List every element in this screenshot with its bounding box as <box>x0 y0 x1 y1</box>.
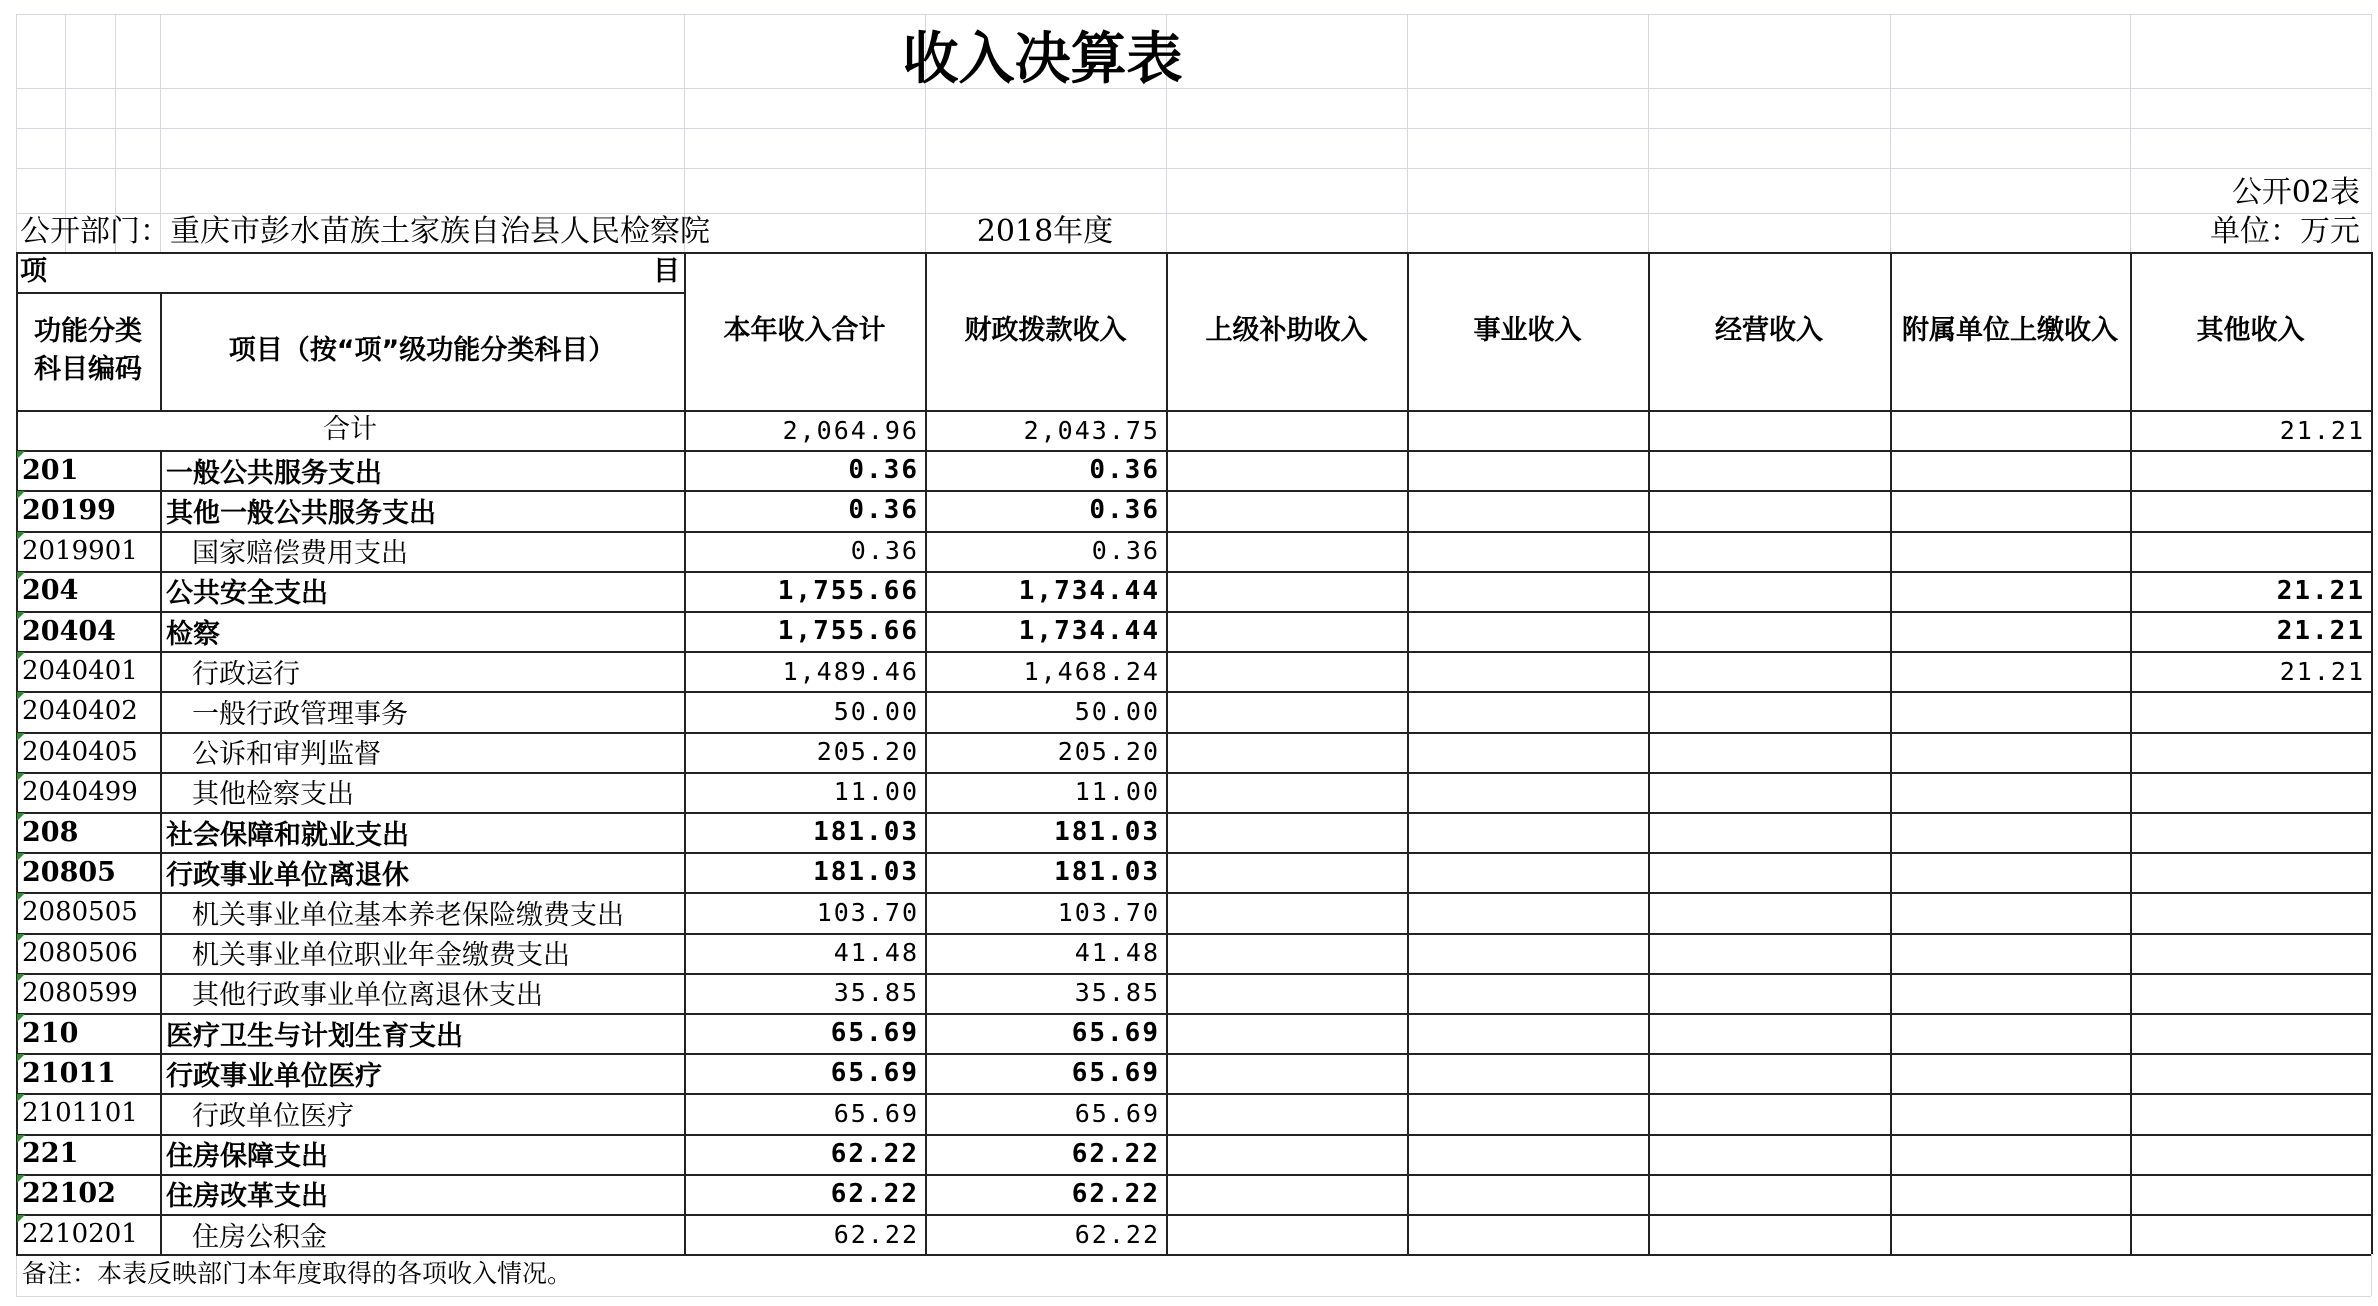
row-value <box>1890 812 2130 852</box>
row-name: 检察 <box>166 618 220 650</box>
row-value: 0.36 <box>1091 536 1160 566</box>
row-value: 50.00 <box>833 696 919 726</box>
row-value: 1,734.44 <box>1018 575 1160 606</box>
row-value <box>1890 973 2130 1013</box>
row-code: 208 <box>22 816 79 848</box>
row-code: 201 <box>22 454 79 486</box>
grid-line <box>2371 1254 2372 1296</box>
row-code: 2080506 <box>22 937 138 968</box>
row-value <box>1407 531 1648 571</box>
header-name-col: 项目（按“项”级功能分类科目） <box>228 335 616 366</box>
total-value <box>1407 410 1648 450</box>
cell-comment-marker <box>17 491 25 499</box>
total-value: 2,064.96 <box>782 415 919 445</box>
row-value <box>2130 812 2371 852</box>
row-value <box>1890 651 2130 691</box>
row-name: 其他行政事业单位离退休支出 <box>192 980 543 1012</box>
cell-comment-marker <box>17 532 25 540</box>
row-value <box>1890 490 2130 530</box>
row-value <box>1407 973 1648 1013</box>
row-value <box>1648 691 1890 731</box>
row-value <box>1166 571 1407 611</box>
row-value <box>2130 732 2371 772</box>
row-value <box>2130 1013 2371 1053</box>
cell-comment-marker <box>17 773 25 781</box>
row-value: 65.69 <box>830 1018 919 1049</box>
row-value <box>1407 732 1648 772</box>
row-value <box>1407 651 1648 691</box>
row-value <box>1890 691 2130 731</box>
row-value: 65.69 <box>1071 1018 1160 1049</box>
header-item-left: 项 <box>20 256 47 287</box>
row-value <box>1890 571 2130 611</box>
grid-line <box>16 14 17 252</box>
row-value: 0.36 <box>848 455 919 486</box>
row-value: 1,489.46 <box>782 656 919 686</box>
row-value <box>1890 1053 2130 1093</box>
row-value <box>1166 933 1407 973</box>
row-value: 35.85 <box>1074 978 1160 1008</box>
row-code: 221 <box>22 1138 79 1170</box>
row-name: 其他检察支出 <box>192 779 354 811</box>
row-value <box>1890 732 2130 772</box>
header-code-text: 功能分类 科目编码 <box>34 316 142 385</box>
cell-comment-marker <box>17 974 25 982</box>
row-name: 一般行政管理事务 <box>192 698 408 730</box>
row-value <box>2130 1174 2371 1214</box>
row-name: 行政单位医疗 <box>192 1100 354 1132</box>
cell-comment-marker <box>17 572 25 580</box>
row-value <box>1890 1013 2130 1053</box>
row-value: 21.21 <box>2279 656 2365 686</box>
cell-comment-marker <box>17 1215 25 1223</box>
total-value: 2,043.75 <box>1023 415 1160 445</box>
row-value <box>2130 1053 2371 1093</box>
row-value <box>1648 571 1890 611</box>
row-value <box>1407 852 1648 892</box>
row-value: 65.69 <box>833 1098 919 1128</box>
row-value: 41.48 <box>833 938 919 968</box>
row-value <box>1166 450 1407 490</box>
row-value: 62.22 <box>833 1219 919 1249</box>
row-name: 行政事业单位离退休 <box>166 859 409 891</box>
cell-comment-marker <box>17 1054 25 1062</box>
row-value: 62.22 <box>1071 1138 1160 1169</box>
row-name: 医疗卫生与计划生育支出 <box>166 1020 463 1052</box>
unit-label: 单位：万元 <box>2210 214 2360 249</box>
cell-comment-marker <box>17 813 25 821</box>
row-name: 机关事业单位职业年金缴费支出 <box>192 940 570 972</box>
row-value <box>2130 892 2371 932</box>
row-value <box>1166 1214 1407 1254</box>
row-value: 1,755.66 <box>777 575 919 606</box>
row-value <box>2130 450 2371 490</box>
row-code: 21011 <box>22 1057 116 1089</box>
row-code: 2080599 <box>22 977 138 1008</box>
row-code: 210 <box>22 1017 79 1049</box>
row-name: 国家赔偿费用支出 <box>192 538 408 570</box>
row-value: 11.00 <box>1074 777 1160 807</box>
total-label: 合计 <box>323 414 377 446</box>
row-value <box>1648 490 1890 530</box>
row-value <box>1890 450 2130 490</box>
row-value <box>1407 1134 1648 1174</box>
row-value <box>1890 852 2130 892</box>
department: 公开部门：重庆市彭水苗族土家族自治县人民检察院 <box>20 214 710 249</box>
row-value <box>1648 531 1890 571</box>
row-value <box>1407 691 1648 731</box>
total-value: 21.21 <box>2279 415 2365 445</box>
row-value: 11.00 <box>833 777 919 807</box>
row-code: 2040401 <box>22 656 138 687</box>
row-value <box>1166 651 1407 691</box>
row-value <box>1648 852 1890 892</box>
column-header: 本年收入合计 <box>723 315 886 346</box>
row-code: 2019901 <box>22 535 138 566</box>
row-value <box>1648 1214 1890 1254</box>
row-value <box>1166 732 1407 772</box>
grid-line <box>2371 14 2372 252</box>
row-value: 0.36 <box>1089 495 1160 526</box>
cell-comment-marker <box>17 934 25 942</box>
report-year: 2018年度 <box>976 214 1114 249</box>
row-value: 205.20 <box>1057 737 1160 767</box>
page-title: 收入决算表 <box>902 27 1183 92</box>
row-name: 行政运行 <box>192 658 300 690</box>
column-header: 附属单位上缴收入 <box>1902 315 2118 346</box>
row-value <box>1166 1053 1407 1093</box>
row-value <box>2130 1134 2371 1174</box>
row-value: 205.20 <box>816 737 919 767</box>
row-value <box>1407 812 1648 852</box>
row-name: 住房保障支出 <box>166 1141 328 1173</box>
row-value: 0.36 <box>1089 455 1160 486</box>
row-value <box>1648 1013 1890 1053</box>
row-value <box>2130 691 2371 731</box>
cell-comment-marker <box>17 1094 25 1102</box>
total-value <box>1166 410 1407 450</box>
cell-comment-marker <box>17 733 25 741</box>
row-code: 20404 <box>22 615 116 647</box>
row-value <box>1890 772 2130 812</box>
row-value <box>1890 892 2130 932</box>
row-value <box>1166 531 1407 571</box>
row-name: 社会保障和就业支出 <box>166 819 409 851</box>
row-value: 62.22 <box>1071 1178 1160 1209</box>
row-value <box>2130 772 2371 812</box>
row-value <box>1407 490 1648 530</box>
row-code: 2040499 <box>22 776 138 807</box>
row-value <box>1166 973 1407 1013</box>
row-value <box>1648 611 1890 651</box>
row-name: 行政事业单位医疗 <box>166 1060 382 1092</box>
row-value <box>1648 812 1890 852</box>
row-value: 181.03 <box>813 817 919 848</box>
row-value: 35.85 <box>833 978 919 1008</box>
row-value: 0.36 <box>850 536 919 566</box>
row-value <box>1648 1053 1890 1093</box>
form-number: 公开02表 <box>2231 175 2360 210</box>
row-value <box>1648 772 1890 812</box>
row-value <box>1648 933 1890 973</box>
column-header: 事业收入 <box>1473 315 1582 346</box>
row-value <box>1407 1053 1648 1093</box>
row-value <box>1166 852 1407 892</box>
row-value: 1,734.44 <box>1018 616 1160 647</box>
row-value <box>1890 1134 2130 1174</box>
row-value <box>1407 450 1648 490</box>
row-value <box>1648 732 1890 772</box>
row-value <box>1407 1214 1648 1254</box>
cell-comment-marker <box>17 1135 25 1143</box>
cell-comment-marker <box>17 692 25 700</box>
column-header: 上级补助收入 <box>1205 315 1368 346</box>
row-value <box>1890 531 2130 571</box>
row-code: 2040405 <box>22 736 138 767</box>
row-name: 机关事业单位基本养老保险缴费支出 <box>192 899 624 931</box>
grid-line <box>16 128 2371 129</box>
row-value <box>1407 1174 1648 1214</box>
row-value <box>1407 1013 1648 1053</box>
row-value <box>1166 1013 1407 1053</box>
total-value <box>1890 410 2130 450</box>
row-value <box>1648 973 1890 1013</box>
row-code: 204 <box>22 575 79 607</box>
total-value <box>1648 410 1890 450</box>
cell-comment-marker <box>17 451 25 459</box>
row-value: 181.03 <box>1054 817 1160 848</box>
row-value: 21.21 <box>2276 575 2365 606</box>
row-value <box>1648 1134 1890 1174</box>
row-value: 65.69 <box>1071 1058 1160 1089</box>
row-value <box>1166 691 1407 731</box>
row-value <box>1407 571 1648 611</box>
cell-comment-marker <box>17 853 25 861</box>
row-value <box>1166 772 1407 812</box>
row-value: 0.36 <box>848 495 919 526</box>
row-value <box>2130 852 2371 892</box>
row-value <box>1648 1174 1890 1214</box>
row-value <box>1166 1093 1407 1133</box>
row-name: 公共安全支出 <box>166 578 328 610</box>
row-code: 2210201 <box>22 1219 138 1250</box>
row-value: 41.48 <box>1074 938 1160 968</box>
row-code: 20199 <box>22 494 116 526</box>
cell-comment-marker <box>17 893 25 901</box>
row-value <box>1890 1093 2130 1133</box>
header-item-right: 目 <box>653 256 680 287</box>
row-value <box>1407 933 1648 973</box>
row-value <box>2130 1214 2371 1254</box>
row-value <box>1648 651 1890 691</box>
row-value: 62.22 <box>830 1138 919 1169</box>
row-value: 103.70 <box>1057 897 1160 927</box>
row-name: 一般公共服务支出 <box>166 457 382 489</box>
row-name: 住房改革支出 <box>166 1181 328 1213</box>
grid-line <box>16 168 2371 169</box>
row-value <box>1407 1093 1648 1133</box>
row-value: 1,755.66 <box>777 616 919 647</box>
row-value <box>2130 973 2371 1013</box>
row-code: 20805 <box>22 856 116 888</box>
row-value: 65.69 <box>830 1058 919 1089</box>
footnote: 备注：本表反映部门本年度取得的各项收入情况。 <box>22 1259 573 1288</box>
row-value <box>2130 933 2371 973</box>
header-code-col <box>16 292 160 410</box>
row-value <box>1166 892 1407 932</box>
row-name: 公诉和审判监督 <box>192 739 381 771</box>
row-value <box>1166 611 1407 651</box>
row-value <box>1407 892 1648 932</box>
row-value: 181.03 <box>1054 857 1160 888</box>
cell-comment-marker <box>17 1175 25 1183</box>
row-value: 181.03 <box>813 857 919 888</box>
grid-line <box>16 1296 2371 1297</box>
row-name: 其他一般公共服务支出 <box>166 497 436 529</box>
row-value <box>1890 1174 2130 1214</box>
row-value <box>1166 1174 1407 1214</box>
row-value <box>1890 933 2130 973</box>
row-value: 62.22 <box>830 1178 919 1209</box>
row-code: 22102 <box>22 1178 116 1210</box>
row-code: 2080505 <box>22 897 138 928</box>
row-value <box>1890 1214 2130 1254</box>
cell-comment-marker <box>17 652 25 660</box>
row-code: 2101101 <box>22 1098 138 1129</box>
row-value <box>1890 611 2130 651</box>
column-header: 经营收入 <box>1715 315 1823 346</box>
row-value <box>2130 531 2371 571</box>
row-value: 65.69 <box>1074 1098 1160 1128</box>
row-value <box>1648 1093 1890 1133</box>
row-name: 住房公积金 <box>192 1221 327 1253</box>
cell-comment-marker <box>17 612 25 620</box>
column-header: 其他收入 <box>2196 315 2305 346</box>
cell-comment-marker <box>17 1014 25 1022</box>
row-value <box>1648 450 1890 490</box>
row-value <box>2130 490 2371 530</box>
row-value: 62.22 <box>1074 1219 1160 1249</box>
row-value: 103.70 <box>816 897 919 927</box>
row-value: 1,468.24 <box>1023 656 1160 686</box>
row-value: 50.00 <box>1074 696 1160 726</box>
row-value <box>1648 892 1890 932</box>
row-value <box>1166 812 1407 852</box>
border-line <box>2371 252 2373 1254</box>
row-value <box>1407 772 1648 812</box>
row-value <box>1407 611 1648 651</box>
row-value <box>2130 1093 2371 1133</box>
row-value <box>1166 490 1407 530</box>
row-code: 2040402 <box>22 696 138 727</box>
column-header: 财政拨款收入 <box>964 315 1127 346</box>
row-value <box>1166 1134 1407 1174</box>
row-value: 21.21 <box>2276 616 2365 647</box>
